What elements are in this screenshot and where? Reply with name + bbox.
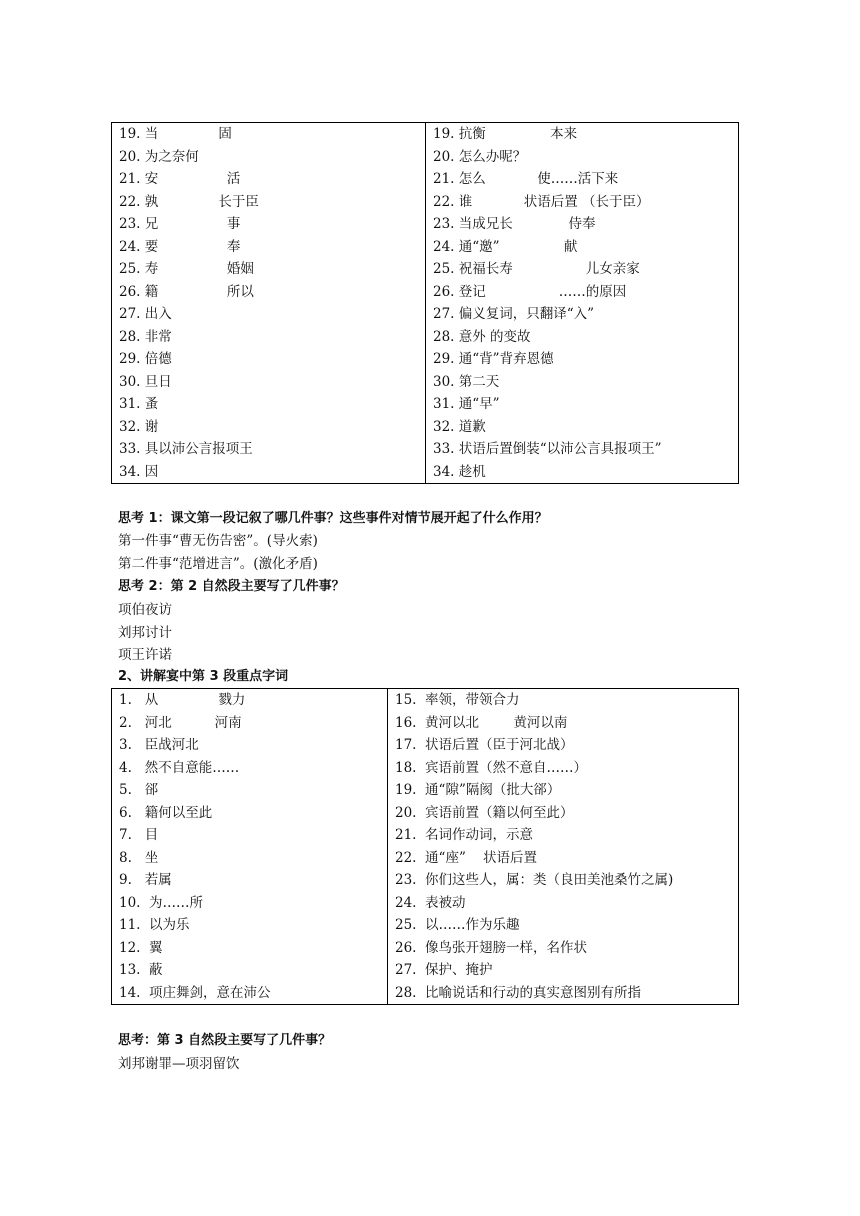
table-row: 10. 为……所 bbox=[119, 894, 204, 911]
answer-2-3: 项王许诺 bbox=[118, 647, 172, 663]
table-row: 23. 你们这些人，属：类（良田美池桑竹之属) bbox=[395, 872, 674, 888]
vocab-table-1-right-cell bbox=[426, 123, 739, 484]
table-row: 4. 然不自意能…… bbox=[119, 759, 240, 776]
table-row: 16. 黄河以北 黄河以南 bbox=[395, 714, 568, 731]
table-row: 19. 通“隙”隔阂（批大郤） bbox=[395, 782, 561, 798]
table-row: 14. 项庄舞剑，意在沛公 bbox=[119, 984, 271, 1001]
table-row: 26. 登记 ……的原因 bbox=[433, 283, 627, 300]
table-row: 24. 通“邀” 献 bbox=[433, 238, 578, 255]
table-row: 30. 旦日 bbox=[119, 373, 172, 390]
question-2: 思考 2：第 2 自然段主要写了几件事？ bbox=[118, 579, 345, 594]
vocab-table-2-right-cell bbox=[388, 689, 739, 1005]
table-row: 32. 谢 bbox=[119, 418, 159, 435]
table-row: 20. 宾语前置（籍以何至此） bbox=[395, 804, 574, 821]
table-row: 31. 蚤 bbox=[119, 396, 159, 412]
table-row: 25. 以……作为乐趣 bbox=[395, 917, 520, 933]
answer-2-2: 刘邦讨计 bbox=[118, 625, 172, 641]
table-row: 28. 非常 bbox=[119, 328, 172, 345]
question-3: 思考：第 3 自然段主要写了几件事？ bbox=[118, 1033, 332, 1048]
table-row: 29. 通“背”背弃恩德 bbox=[433, 351, 554, 367]
table-row: 22. 通“座” 状语后置 bbox=[395, 849, 538, 866]
table-row: 33. 状语后置倒装“以沛公言具报项王” bbox=[433, 441, 662, 457]
question-1: 思考 1：课文第一段记叙了哪几件事？这些事件对情节展开起了什么作用？ bbox=[118, 511, 548, 526]
table-row: 34. 趁机 bbox=[433, 463, 486, 480]
table-row: 23. 兄 事 bbox=[119, 216, 241, 232]
table-row: 1. 从 戮力 bbox=[119, 692, 246, 708]
table-row: 19. 当 固 bbox=[119, 126, 232, 142]
table-row: 2. 河北 河南 bbox=[119, 714, 242, 731]
table-row: 26. 像鸟张开翅膀一样，名作状 bbox=[395, 939, 588, 956]
vocab-table-2 bbox=[111, 688, 739, 1005]
table-row: 12. 翼 bbox=[119, 939, 163, 956]
table-row: 17. 状语后置（臣于河北战） bbox=[395, 737, 574, 753]
table-row: 22. 孰 长于臣 bbox=[119, 193, 259, 210]
table-row: 24. 要 奉 bbox=[119, 238, 241, 255]
table-row: 34. 因 bbox=[119, 463, 159, 480]
table-row: 33. 具以沛公言报项王 bbox=[119, 441, 253, 457]
answer-3: 刘邦谢罪—项羽留饮 bbox=[118, 1056, 240, 1072]
table-row: 21. 怎么 使……活下来 bbox=[433, 171, 619, 187]
table-row: 19. 抗衡 本来 bbox=[433, 126, 578, 142]
table-row: 6. 籍何以至此 bbox=[119, 804, 213, 821]
table-row: 8. 坐 bbox=[119, 849, 159, 866]
table-row: 27. 偏义复词，只翻译“入” bbox=[433, 306, 595, 322]
table-row: 30. 第二天 bbox=[433, 373, 500, 390]
table-row: 20. 怎么办呢？ bbox=[433, 148, 527, 165]
table-row: 15. 率领，带领合力 bbox=[395, 692, 520, 708]
table-row: 3. 臣战河北 bbox=[119, 737, 199, 753]
table-row: 27. 出入 bbox=[119, 306, 172, 322]
answer-1-1: 第一件事“曹无伤告密”。(导火索) bbox=[118, 533, 318, 549]
vocab-table-2-left-cell bbox=[112, 689, 388, 1005]
table-row: 24. 表被动 bbox=[395, 894, 466, 911]
vocab-table-1 bbox=[111, 122, 739, 484]
table-row: 11. 以为乐 bbox=[119, 917, 190, 933]
table-row: 5. 郤 bbox=[119, 782, 159, 798]
table-row: 28. 比喻说话和行动的真实意图别有所指 bbox=[395, 984, 642, 1001]
vocab-table-1-left-cell bbox=[112, 123, 426, 484]
section-heading: 2、讲解宴中第 3 段重点字词 bbox=[118, 669, 289, 684]
table-row: 21. 名词作动词，示意 bbox=[395, 827, 534, 843]
table-row: 18. 宾语前置（然不意自……） bbox=[395, 759, 588, 776]
table-row: 20. 为之奈何 bbox=[119, 148, 199, 165]
table-row: 32. 道歉 bbox=[433, 418, 486, 435]
table-row: 21. 安 活 bbox=[119, 171, 241, 187]
table-row: 7. 目 bbox=[119, 827, 159, 843]
table-row: 22. 谁 状语后置 （长于臣） bbox=[433, 193, 650, 210]
table-row: 26. 籍 所以 bbox=[119, 283, 254, 300]
answer-1-2: 第二件事“范增进言”。(激化矛盾) bbox=[118, 556, 318, 572]
table-row: 13. 蔽 bbox=[119, 962, 163, 978]
table-row: 28. 意外 的变故 bbox=[433, 328, 531, 345]
table-row: 23. 当成兄长 侍奉 bbox=[433, 216, 596, 232]
table-row: 9. 若属 bbox=[119, 872, 172, 888]
table-row: 27. 保护、掩护 bbox=[395, 962, 493, 978]
table-row: 29. 倍德 bbox=[119, 351, 172, 367]
answer-2-1: 项伯夜访 bbox=[118, 602, 172, 618]
table-row: 25. 寿 婚姻 bbox=[119, 261, 254, 277]
table-row: 31. 通“早” bbox=[433, 396, 500, 412]
table-row: 25. 祝福长寿 儿女亲家 bbox=[433, 261, 640, 277]
